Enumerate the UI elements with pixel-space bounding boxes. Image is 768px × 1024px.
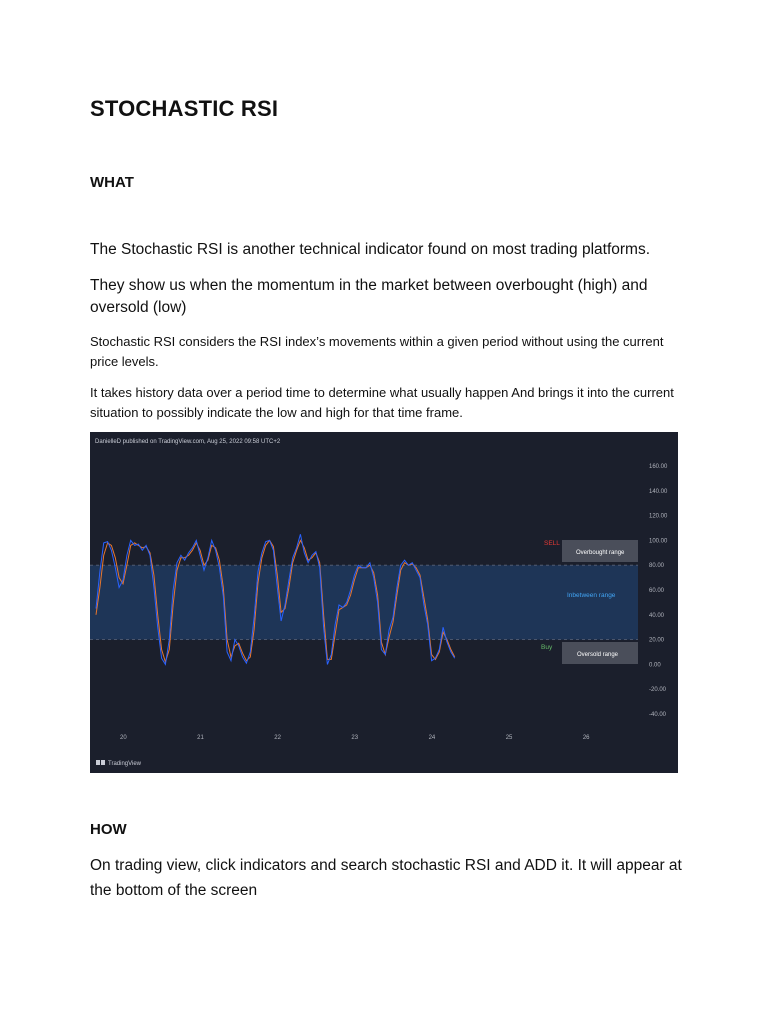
sell-label: SELL: [544, 540, 560, 547]
how-heading: HOW: [90, 821, 127, 838]
x-tick-label: 26: [582, 735, 590, 741]
x-tick-label: 25: [505, 735, 513, 741]
y-tick-label: 120.00: [649, 513, 668, 520]
how-paragraph-1: On trading view, click indicators and search stochastic RSI and ADD it. It will appear at the bottom of the screen: [90, 857, 682, 899]
y-tick-label: 60.00: [649, 588, 665, 594]
buy-label: Buy: [541, 644, 553, 651]
chart-header: DanielleD published on TradingView.com, Aug 25, 2022 09:58 UTC+2: [95, 439, 281, 445]
tradingview-brand: TradingView: [108, 761, 142, 767]
y-tick-label: 80.00: [649, 563, 665, 570]
chart-footer: [90, 752, 678, 773]
inbetween-label: Inbetween range: [567, 592, 616, 599]
x-tick-label: 24: [428, 735, 436, 741]
overbought-label: Overbought range: [576, 550, 625, 556]
y-tick-label: 40.00: [649, 612, 665, 619]
x-tick-label: 20: [120, 735, 127, 741]
x-tick-label: 23: [351, 735, 359, 741]
what-paragraph-1: The Stochastic RSI is another technical indicator found on most trading platforms.: [90, 241, 651, 258]
what-paragraph-2: They show us when the momentum in the market between overbought (high) and oversold (low): [90, 277, 648, 316]
y-tick-label: 20.00: [649, 637, 665, 644]
chart-svg: [90, 432, 678, 773]
what-paragraph-3: Stochastic RSI considers the RSI index’s movements within a given period without using the current price levels.: [90, 334, 664, 369]
y-tick-label: -20.00: [649, 687, 667, 694]
oversold-label: Oversold range: [577, 652, 619, 658]
stochastic-rsi-chart: [90, 432, 678, 773]
y-tick-label: -40.00: [649, 712, 667, 718]
x-tick-label: 22: [274, 735, 281, 741]
x-tick-label: 21: [197, 735, 204, 741]
y-tick-label: 160.00: [649, 464, 668, 470]
page-title: STOCHASTIC RSI: [90, 96, 279, 121]
y-tick-label: 100.00: [649, 538, 668, 545]
what-paragraph-4: It takes history data over a period time to determine what usually happen And brings it into the current situation to possibly indicate the low and high for that time frame.: [90, 385, 674, 420]
what-heading: WHAT: [90, 174, 134, 191]
y-tick-label: 140.00: [649, 488, 668, 495]
y-tick-label: 0.00: [649, 662, 661, 669]
